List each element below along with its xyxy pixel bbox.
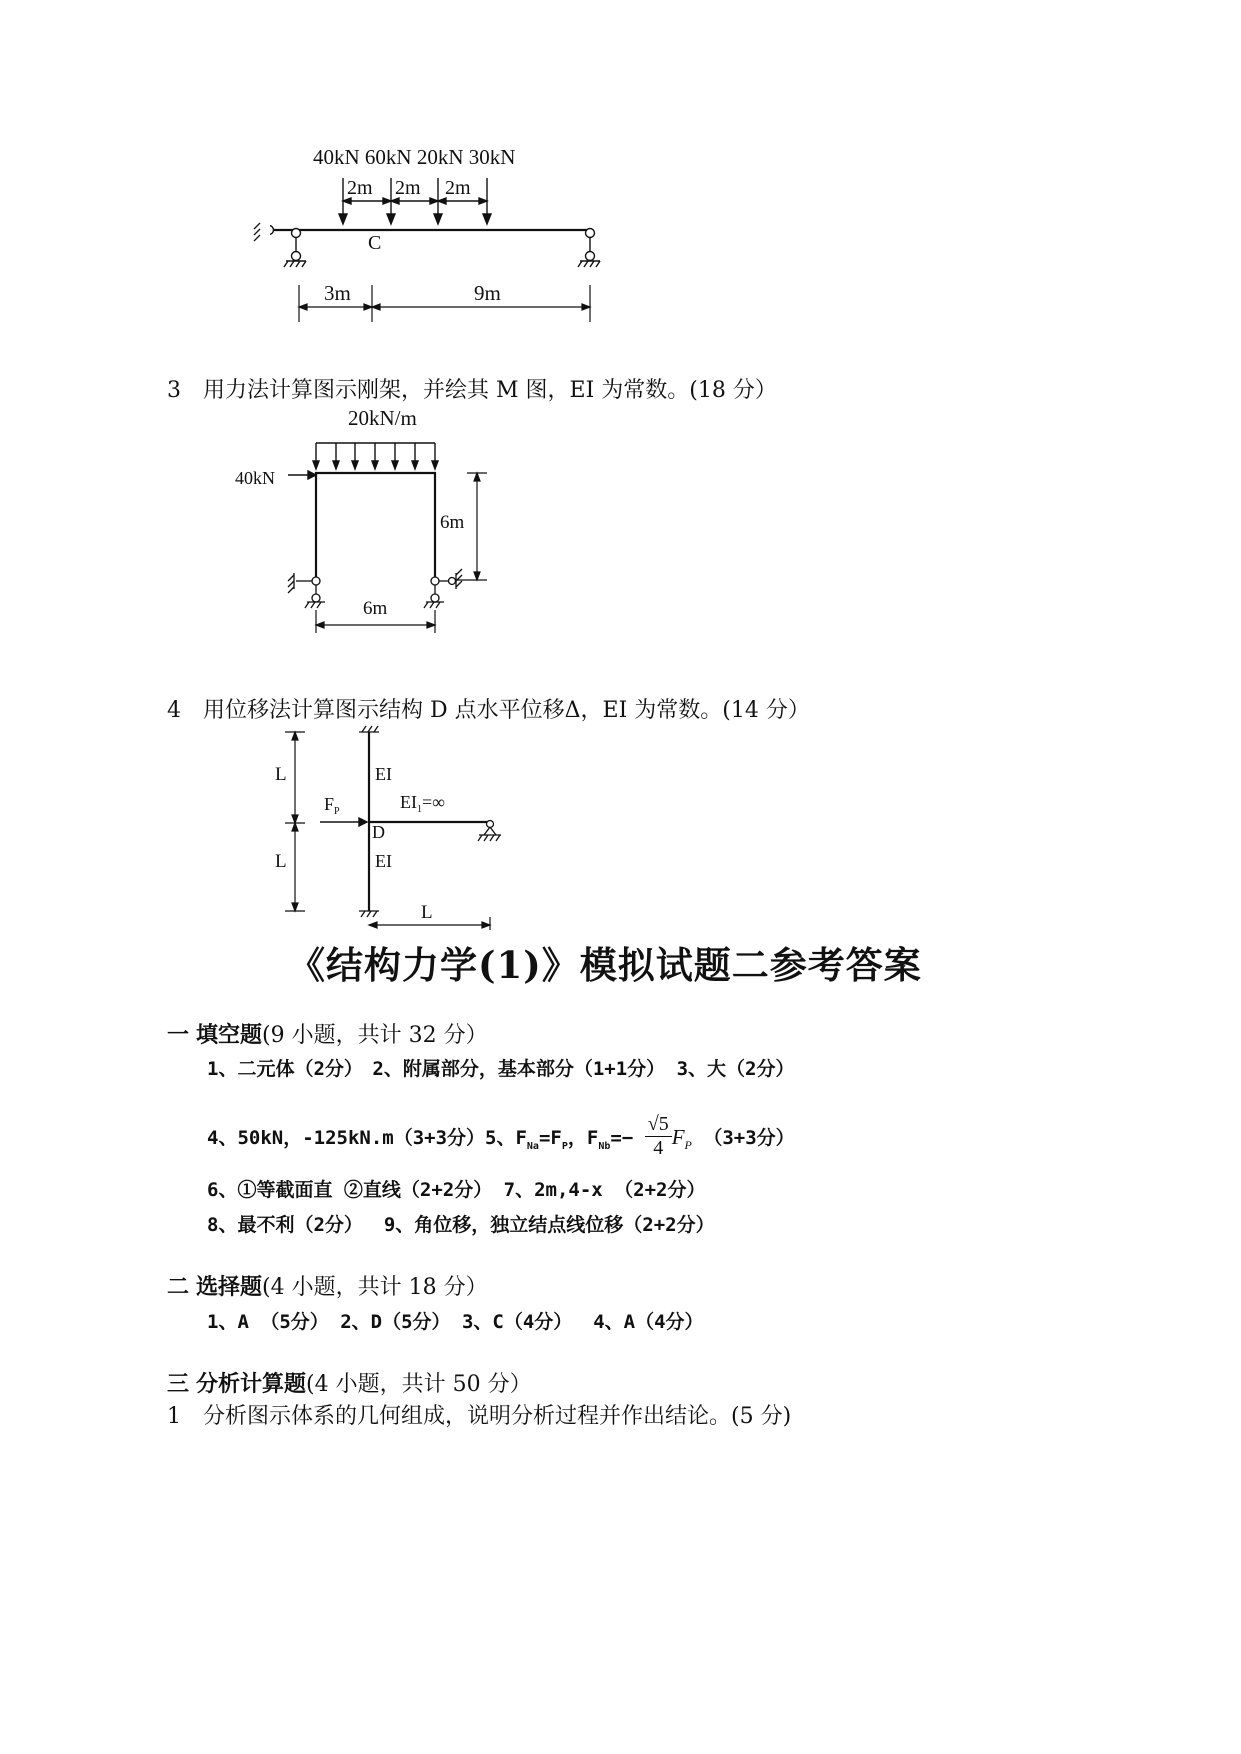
fp-arrow xyxy=(320,818,367,826)
beam-end-support xyxy=(478,821,501,842)
roller-support-left xyxy=(284,229,306,268)
frame-left-support xyxy=(288,573,325,608)
point-d-label: D xyxy=(372,822,385,842)
section-2-title: 选择题 xyxy=(196,1274,263,1300)
dim-right-label: 9m xyxy=(474,281,501,305)
section-3-heading xyxy=(167,1367,532,1398)
ei-top-label: EI xyxy=(375,764,392,784)
section-3-note: (4 小题，共计 50 分） xyxy=(306,1372,532,1397)
section-1-title: 填空题 xyxy=(196,1022,263,1048)
frame-members xyxy=(316,473,435,580)
fraction: $\frac{√5}{4}$ xyxy=(645,1113,672,1160)
frame-figure xyxy=(230,405,500,637)
answer-line-8: 8、最不利（2分） 9、角位移，独立结点线位移（2+2分） xyxy=(207,1214,715,1236)
answer-line-1: 1、二元体（2分） 2、附属部分，基本部分（1+1分） 3、大（2分） xyxy=(207,1058,795,1080)
roller-support-right xyxy=(578,229,600,268)
horizontal-force-arrow xyxy=(288,471,316,479)
section-1-note: (9 小题，共计 32 分） xyxy=(262,1023,488,1048)
spacing-label-1: 2m xyxy=(347,177,373,199)
horizontal-force-label: 40kN xyxy=(235,468,275,488)
question-3: 3 用力法计算图示刚架，并绘其 M 图，EI 为常数。(18 分） xyxy=(167,378,777,403)
answer-line-4: 4、50kN，-125kN.m（3+3分）5、$F_{Na}=F_P$，$F_{Nb}=-$ $\frac{√5}{4}$ $F_P$ （3+3分） xyxy=(207,1113,795,1159)
beam-figure xyxy=(270,150,640,360)
ei-bottom-label: EI xyxy=(375,851,392,871)
height-label: 6m xyxy=(440,512,465,533)
section-1-number: 一 xyxy=(167,1022,190,1048)
l-horizontal-label: L xyxy=(421,902,433,923)
spacing-label-2: 2m xyxy=(395,177,421,199)
section-2-number: 二 xyxy=(167,1274,190,1300)
answer-section-2: 1、A （5分） 2、D（5分） 3、C（4分） 4、A（4分） xyxy=(207,1311,704,1333)
section-3-title: 分析计算题 xyxy=(196,1371,307,1397)
vertical-dimension xyxy=(285,732,305,911)
udl-arrows xyxy=(313,443,438,469)
section-1-heading xyxy=(167,1018,488,1049)
udl-label: 20kN/m xyxy=(348,406,417,430)
section-2-heading xyxy=(167,1270,488,1301)
l-top-label: L xyxy=(275,764,287,785)
beam-loads-label: 40kN 60kN 20kN 30kN xyxy=(313,150,516,169)
frame-right-support xyxy=(424,569,462,608)
answer-title: 《结构力学(1)》模拟试题二参考答案 xyxy=(288,943,922,987)
fp-label: $F_P$ xyxy=(324,794,340,817)
section-3-question-1: 1 分析图示体系的几何组成，说明分析过程并作出结论。(5 分) xyxy=(167,1404,792,1429)
dim-left-label: 3m xyxy=(324,281,351,305)
width-label: 6m xyxy=(363,598,388,619)
ei1-label: $EI_1=\infty$ xyxy=(400,792,445,815)
spacing-label-3: 2m xyxy=(445,177,471,199)
section-2-note: (4 小题，共计 18 分） xyxy=(262,1275,488,1300)
l-bottom-label: L xyxy=(275,851,287,872)
displacement-figure xyxy=(265,725,515,930)
beam-wall-hatch xyxy=(250,215,274,247)
question-4: 4 用位移法计算图示结构 D 点水平位移Δ，EI 为常数。(14 分） xyxy=(167,698,810,723)
section-3-number: 三 xyxy=(167,1371,190,1397)
answer-line-6: 6、①等截面直 ②直线（2+2分） 7、2m,4-x （2+2分） xyxy=(207,1179,706,1201)
point-c-label: C xyxy=(368,232,382,254)
